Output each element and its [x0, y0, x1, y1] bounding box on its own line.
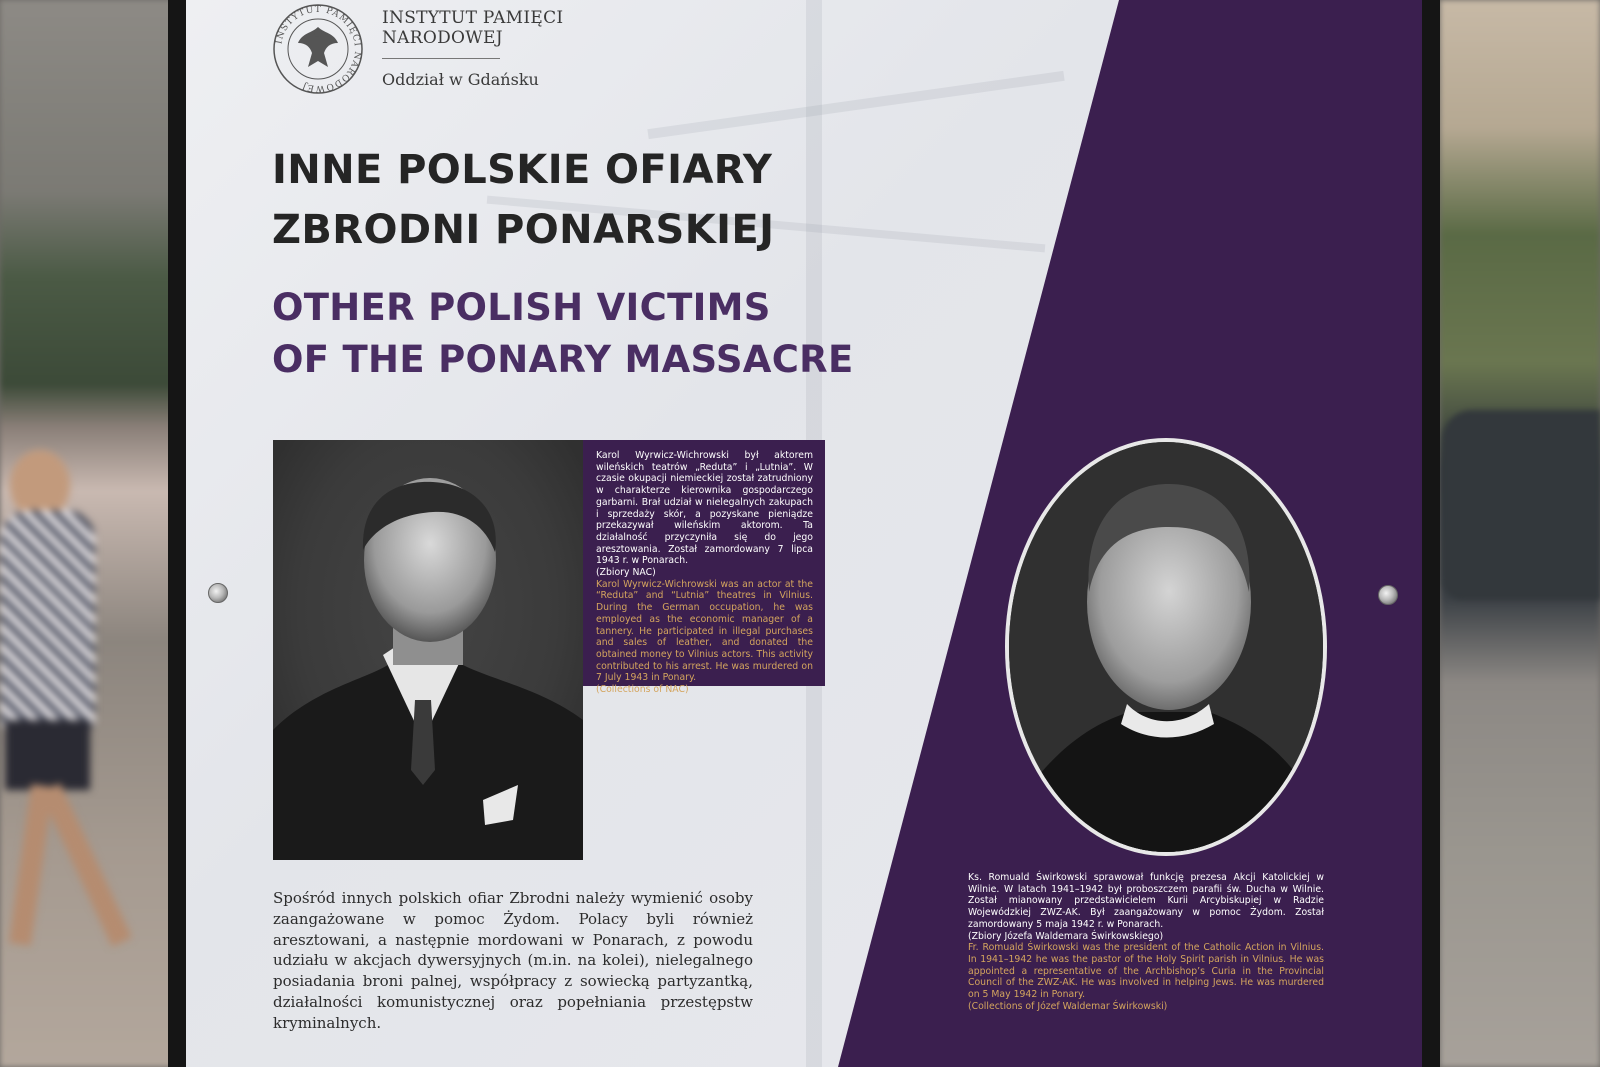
- tree-branch-watermark: [647, 71, 1064, 139]
- caption-polish-source: (Zbiory NAC): [596, 567, 656, 579]
- caption-english-text: Fr. Romuald Świrkowski was the president of the Catholic Action in Vilnius. In 1941–1942 he was the pastor of the Holy Spirit parish in Vilnius. He was appointed a representative of the Archbishop’s Curia in the Provincial Council of the ZWZ-AK. He was involved in helping Jews. He was murdered on 5 May 1942 in Ponary.: [968, 942, 1324, 1001]
- title-polish: INNE POLSKIE OFIARY ZBRODNI PONARSKIEJ: [272, 147, 775, 253]
- body-paragraph: Spośród innych polskich ofiar Zbrodni należy wymienić osoby zaangażowane w pomoc Żydom. Polacy byli również aresztowani, a następnie mordowani w Ponarach, z powodu udziału w akcjach dywersyjnych (m.in. na kolei), nielegalnego posiadania broni palnej, współpracy z sowiecką partyzantką, działalności komunistycznej oraz popełniania przestępstw kryminalnych.: [273, 889, 753, 1032]
- title-english: OTHER POLISH VICTIMS OF THE PONARY MASSACRE: [272, 286, 854, 381]
- ipn-seal-logo: [272, 3, 364, 95]
- institution-name: INSTYTUT PAMIĘCI NARODOWEJ: [382, 8, 564, 48]
- mounting-screw-left: [208, 583, 228, 603]
- caption-english-source: (Collections of Józef Waldemar Świrkowski): [968, 1000, 1168, 1012]
- portrait-romuald-swirkowski: [1009, 442, 1323, 852]
- background-car: [1442, 410, 1600, 600]
- caption-english-text: Karol Wyrwicz-Wichrowski was an actor at the “Reduta” and “Lutnia” theatres in Vilnius. During the German occupation, he was employed as the economic manager of a tannery. He participated in illegal purchases and sales of leather, and donated the obtained money to Vilnius actors. This activity contributed to his arrest. He was murdered on 7 July 1943 in Ponary.: [596, 578, 813, 684]
- portrait-karol-wyrwicz-wichrowski: [273, 440, 583, 860]
- portrait-frame-romuald-swirkowski: [1005, 438, 1327, 856]
- background-pedestrian: [0, 450, 150, 970]
- header-divider: [382, 58, 500, 59]
- caption-polish-text: Ks. Romuald Świrkowski sprawował funkcję prezesa Akcji Katolickiej w Wilnie. W latach 1941–1942 był proboszczem parafii św. Ducha w Wilnie. Został mianowany przedstawicielem Kurii Arcybiskupiej w Radzie Wojewódzkiej ZWZ-AK. Był zaangażowany w pomoc Żydom. Został zamordowany 5 maja 1942 r. w Ponarach.: [968, 872, 1324, 930]
- svg-text:INSTYTUT PAMIĘCI NARODOWEJ: INSTYTUT PAMIĘCI NARODOWEJ: [274, 4, 363, 94]
- caption-karol-wyrwicz-wichrowski: [583, 440, 825, 696]
- caption-english-source: (Collections of NAC): [596, 684, 689, 696]
- institution-branch: Oddział w Gdańsku: [382, 70, 539, 89]
- caption-polish-source: (Zbiory Józefa Waldemara Świrkowskiego): [968, 930, 1164, 942]
- mounting-screw-right: [1378, 585, 1398, 605]
- caption-polish-text: Karol Wyrwicz-Wichrowski był aktorem wileńskich teatrów „Reduta” i „Lutnia”. W czasie okupacji niemieckiej został zatrudniony w charakterze kierownika gospodarczego garbarni. Brał udział w nielegalnych zakupach i sprzedaży skór, a pozyskane pieniądze przekazywał wileńskim aktorom. Ta działalność przyczyniła się do jego aresztowania. Został zamordowany 7 lipca 1943 r. w Ponarach.: [596, 450, 813, 567]
- caption-romuald-swirkowski: [968, 872, 1324, 1012]
